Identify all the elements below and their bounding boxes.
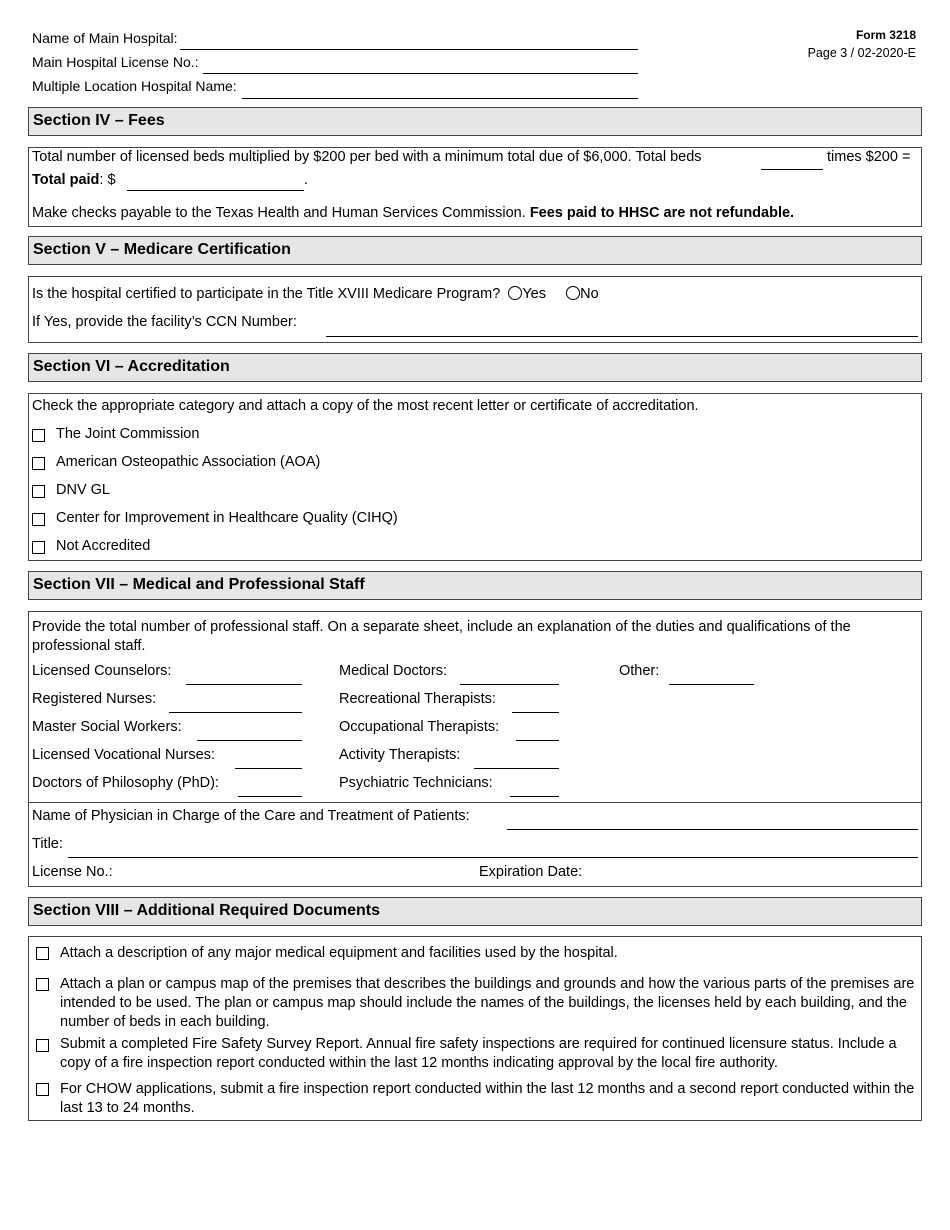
- total-beds-field[interactable]: [761, 169, 823, 170]
- expiration-date-label: Expiration Date:: [479, 864, 583, 880]
- aoa-checkbox[interactable]: [32, 457, 45, 470]
- main-hospital-name-field[interactable]: [180, 49, 638, 50]
- other-label: Other:: [619, 663, 660, 679]
- staff-intro: Provide the total number of professional staff. On a separate sheet, include an explanation of the duties and qualifications of the professional staff.: [32, 619, 851, 654]
- cihq-checkbox[interactable]: [32, 513, 45, 526]
- fees-text: Total number of licensed beds multiplied by $200 per bed with a minimum total due of $6,000. Total beds: [32, 149, 702, 165]
- license-no-label: Main Hospital License No.:: [32, 54, 199, 70]
- license-no-field[interactable]: [203, 73, 638, 74]
- master-social-workers-field[interactable]: [197, 740, 302, 741]
- joint-commission-checkbox[interactable]: [32, 429, 45, 442]
- equipment-checkbox[interactable]: [36, 947, 49, 960]
- total-paid-period: .: [304, 172, 309, 188]
- medical-doctors-field[interactable]: [460, 684, 559, 685]
- medicare-yes-label: Yes: [522, 286, 546, 302]
- other-field[interactable]: [669, 684, 754, 685]
- accreditation-intro: Check the appropriate category and attach a copy of the most recent letter or certificate of accreditation.: [32, 398, 699, 414]
- cihq-label: Center for Improvement in Healthcare Quality (CIHQ): [56, 510, 398, 526]
- medicare-no-radio[interactable]: [566, 286, 580, 300]
- psychiatric-technicians-field[interactable]: [510, 796, 559, 797]
- not-refundable-text: Fees paid to HHSC are not refundable.: [529, 205, 795, 221]
- license-no-label-staff: License No.:: [32, 864, 113, 880]
- dnv-gl-checkbox[interactable]: [32, 485, 45, 498]
- ccn-field[interactable]: [326, 336, 918, 337]
- licensed-vocational-nurses-label: Licensed Vocational Nurses:: [32, 747, 215, 763]
- medicare-yes-radio[interactable]: [508, 286, 522, 300]
- total-paid-suffix: : $: [99, 172, 116, 188]
- not-accredited-label: Not Accredited: [56, 538, 151, 554]
- fire-safety-text: Submit a completed Fire Safety Survey Report. Annual fire safety inspections are required for continued licensure status. Include a copy of a fire inspection report conducted within the last 12 months indicating approval by the local fire authority.: [60, 1036, 897, 1071]
- section-7-header: Section VII – Medical and Professional Staff: [28, 571, 922, 600]
- medicare-no-label: No: [580, 286, 599, 302]
- licensed-counselors-label: Licensed Counselors:: [32, 663, 172, 679]
- section-6-header: Section VI – Accreditation: [28, 353, 922, 382]
- physician-field[interactable]: [507, 829, 918, 830]
- section-8-header: Section VIII – Additional Required Documents: [28, 897, 922, 926]
- occupational-therapists-field[interactable]: [516, 740, 559, 741]
- section-6-box: [28, 393, 922, 561]
- chow-text: For CHOW applications, submit a fire inspection report conducted within the last 12 months and a second report conducted within the last 13 to 24 months.: [60, 1081, 915, 1116]
- campus-map-checkbox[interactable]: [36, 978, 49, 991]
- times-200-text: times $200 =: [827, 149, 911, 165]
- main-hospital-name-label: Name of Main Hospital:: [32, 30, 178, 46]
- total-paid-label: Total paid: [32, 172, 100, 188]
- title-field[interactable]: [68, 857, 918, 858]
- page-info: Page 3 / 02-2020-E: [807, 46, 916, 60]
- equipment-text: Attach a description of any major medical equipment and facilities used by the hospital.: [60, 945, 618, 961]
- activity-therapists-field[interactable]: [474, 768, 559, 769]
- medical-doctors-label: Medical Doctors:: [339, 663, 447, 679]
- psychiatric-technicians-label: Psychiatric Technicians:: [339, 775, 493, 791]
- title-label: Title:: [32, 836, 63, 852]
- joint-commission-label: The Joint Commission: [56, 426, 200, 442]
- medicare-question: [32, 286, 599, 302]
- licensed-counselors-field[interactable]: [186, 684, 302, 685]
- multiple-location-label: Multiple Location Hospital Name:: [32, 78, 237, 94]
- licensed-vocational-nurses-field[interactable]: [235, 768, 302, 769]
- not-accredited-checkbox[interactable]: [32, 541, 45, 554]
- phd-label: Doctors of Philosophy (PhD):: [32, 775, 219, 791]
- multiple-location-field[interactable]: [242, 98, 638, 99]
- recreational-therapists-label: Recreational Therapists:: [339, 691, 496, 707]
- fire-safety-checkbox[interactable]: [36, 1039, 49, 1052]
- ccn-label: If Yes, provide the facility’s CCN Number:: [32, 314, 297, 330]
- registered-nurses-label: Registered Nurses:: [32, 691, 157, 707]
- recreational-therapists-field[interactable]: [512, 712, 559, 713]
- activity-therapists-label: Activity Therapists:: [339, 747, 461, 763]
- checks-payable: [32, 205, 794, 221]
- medicare-question-text: Is the hospital certified to participate in the Title XVIII Medicare Program?: [32, 286, 501, 302]
- total-paid-field[interactable]: [127, 190, 304, 191]
- section-4-header: Section IV – Fees: [28, 107, 922, 136]
- form-number: Form 3218: [855, 28, 916, 42]
- master-social-workers-label: Master Social Workers:: [32, 719, 182, 735]
- phd-field[interactable]: [238, 796, 302, 797]
- registered-nurses-field[interactable]: [169, 712, 302, 713]
- physician-label: Name of Physician in Charge of the Care and Treatment of Patients:: [32, 808, 470, 824]
- section-5-header: Section V – Medicare Certification: [28, 236, 922, 265]
- chow-checkbox[interactable]: [36, 1083, 49, 1096]
- occupational-therapists-label: Occupational Therapists:: [339, 719, 500, 735]
- checks-text: Make checks payable to the Texas Health and Human Services Commission.: [32, 205, 526, 221]
- dnv-gl-label: DNV GL: [56, 482, 110, 498]
- aoa-label: American Osteopathic Association (AOA): [56, 454, 321, 470]
- campus-map-text: Attach a plan or campus map of the premises that describes the buildings and grounds and how the various parts of the premises are intended to be used. The plan or campus map should include the names of the buildings, the licenses held by each building, and the number of beds in each building.: [60, 976, 915, 1030]
- staff-divider: [28, 802, 922, 803]
- total-paid-row: [32, 172, 116, 188]
